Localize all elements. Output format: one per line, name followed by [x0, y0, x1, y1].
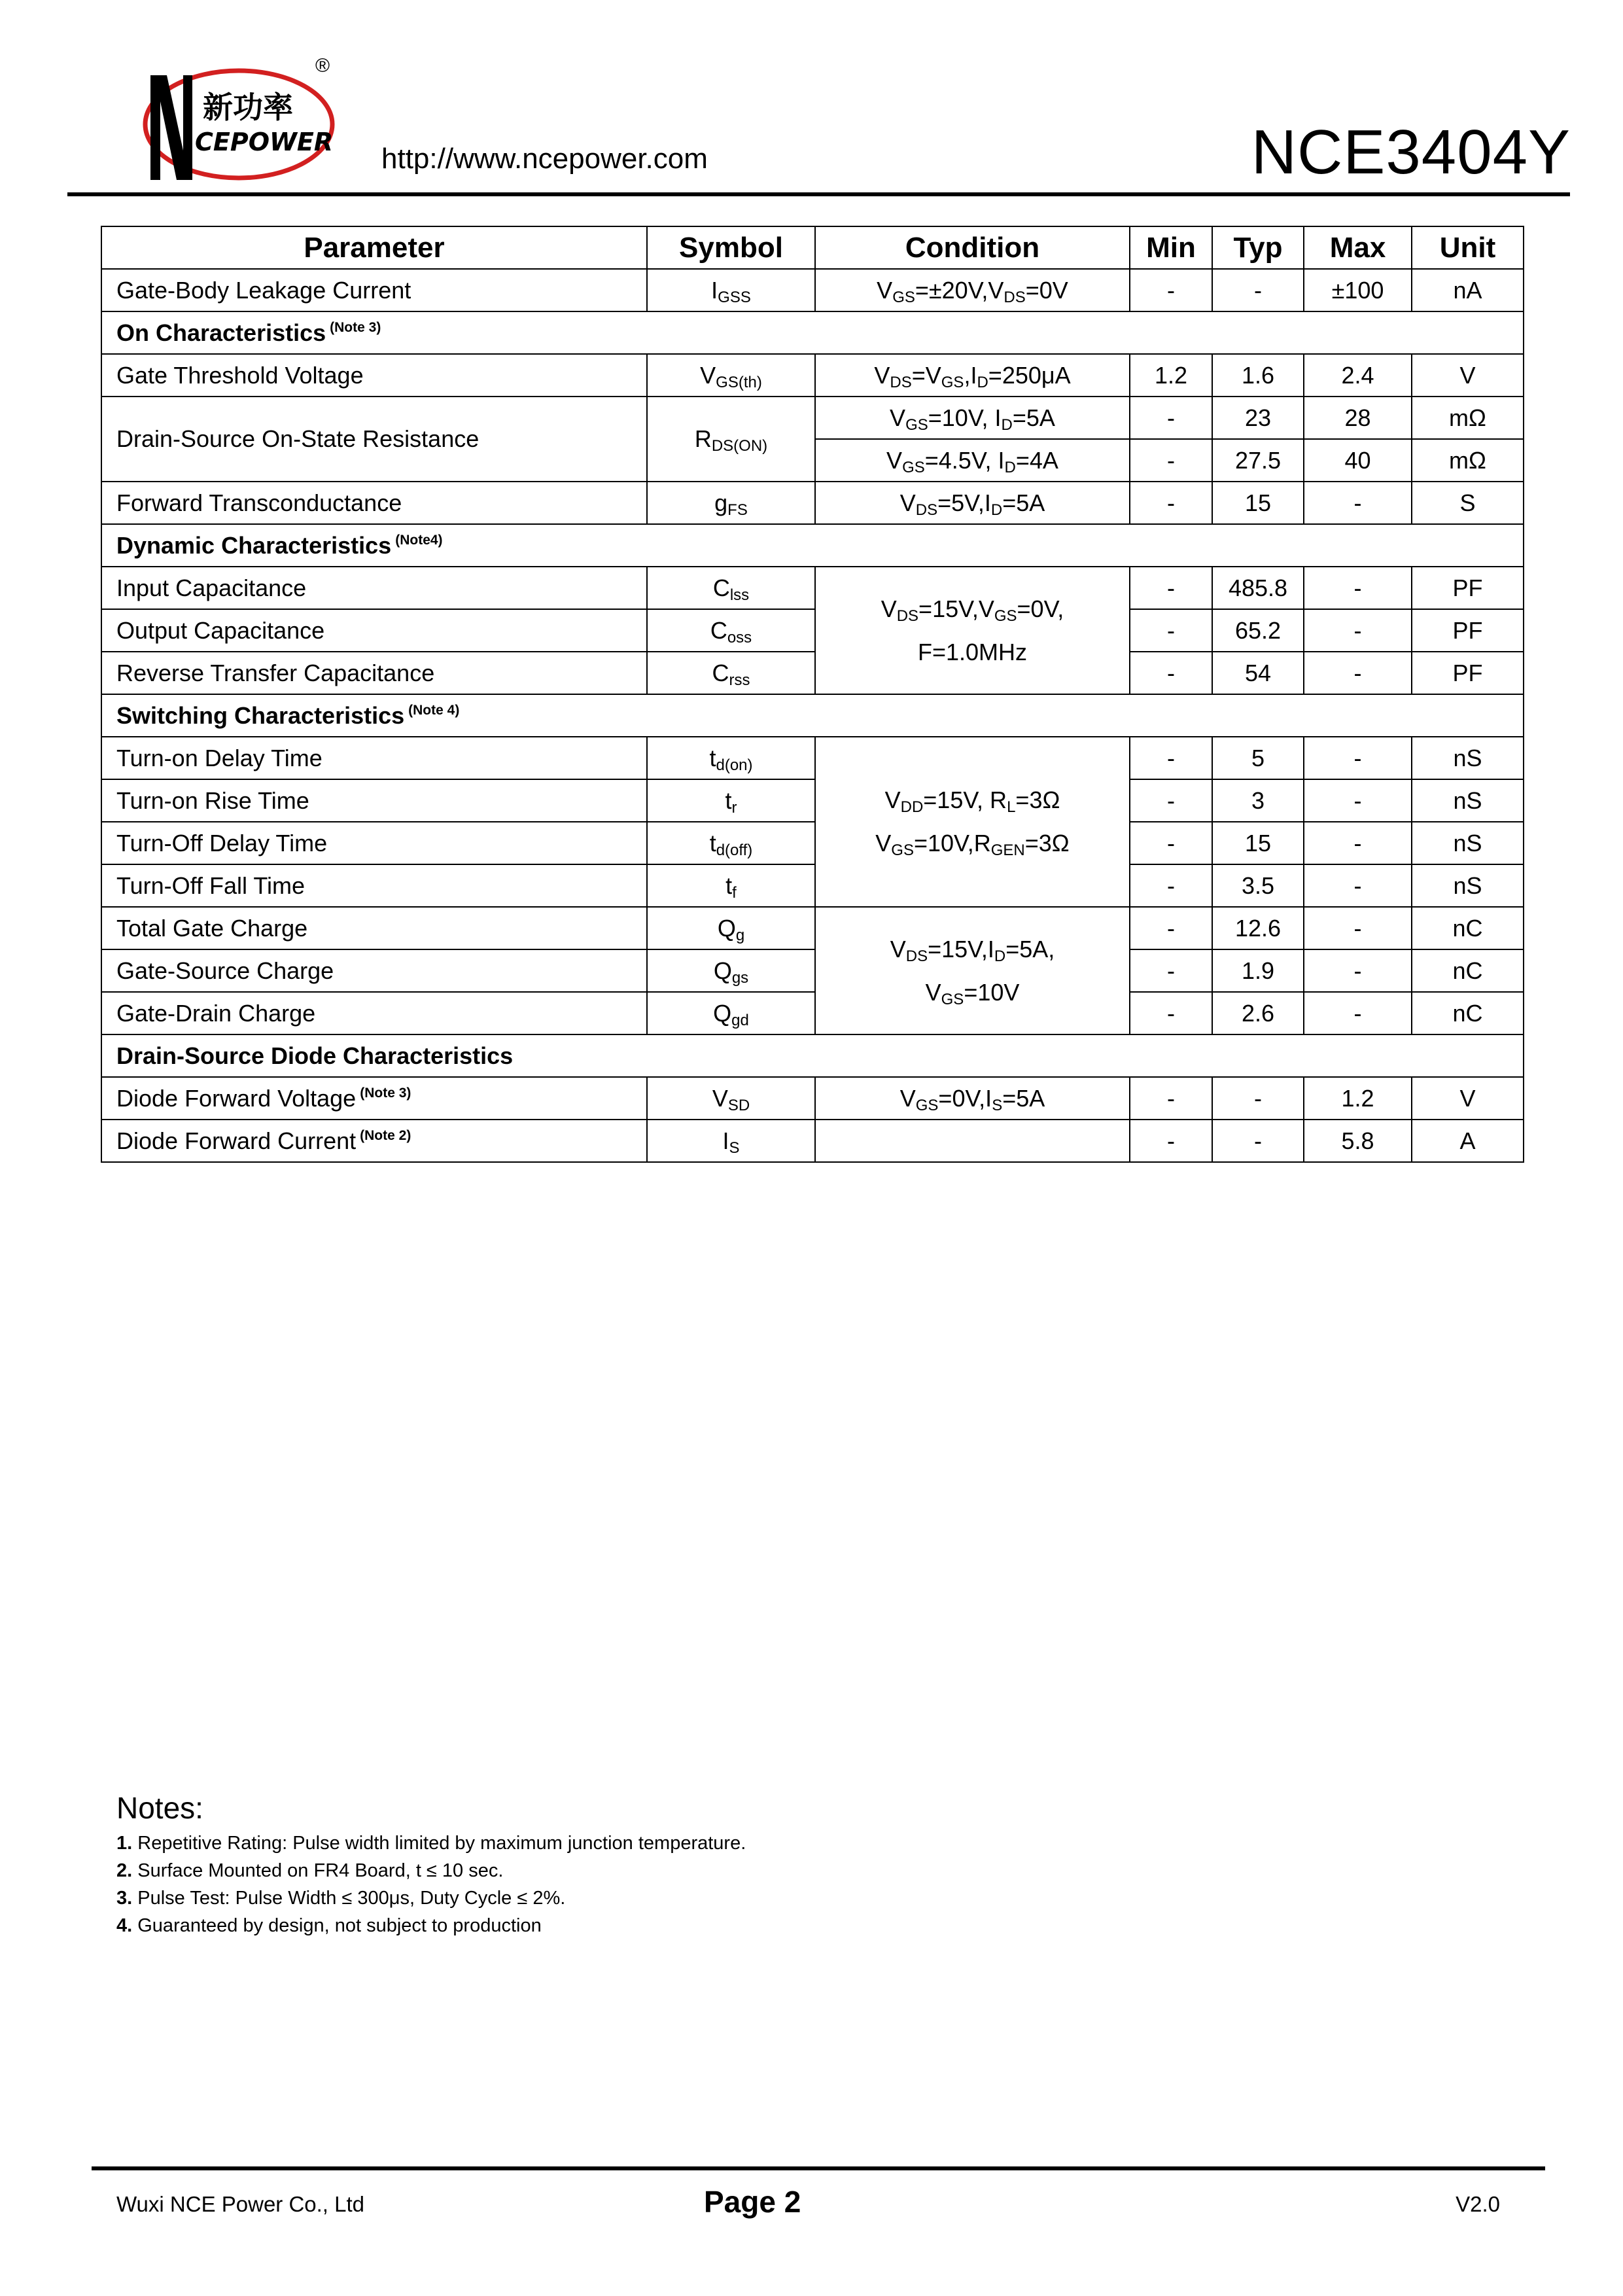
col-header: Condition: [815, 226, 1130, 269]
unit-cell: nS: [1412, 822, 1524, 864]
unit-cell: V: [1412, 354, 1524, 397]
param-cell: Total Gate Charge: [101, 907, 647, 949]
section-row: [101, 311, 1524, 354]
section-row: [101, 694, 1524, 737]
note-ref: (Note 3): [360, 1085, 411, 1101]
typ-cell: -: [1212, 1077, 1304, 1120]
col-header: Min: [1130, 226, 1212, 269]
table-row: [101, 907, 1524, 949]
symbol-cell: $C_{rss}$: [647, 652, 815, 694]
condition-cell: $V_{DD}=15V$, $R_L=3\Omega$ $V_{GS}=10V,R_{GEN}=3\Omega$: [815, 737, 1130, 907]
max-cell: 5.8: [1304, 1120, 1412, 1162]
typ-cell: 3: [1212, 779, 1304, 822]
symbol-cell: $t_{d(on)}$: [647, 737, 815, 779]
param-cell: [101, 1077, 647, 1120]
param-label: Diode Forward Current: [116, 1127, 357, 1154]
section-header: [101, 524, 1524, 567]
table-row: [101, 482, 1524, 524]
col-header: Unit: [1412, 226, 1524, 269]
condition-cell: [815, 1120, 1130, 1162]
max-cell: -: [1304, 907, 1412, 949]
param-cell: Turn-Off Delay Time: [101, 822, 647, 864]
condition-cell: $V_{DS}=V_{GS},I_D=250\mu A$: [815, 354, 1130, 397]
max-cell: -: [1304, 737, 1412, 779]
note-item: [116, 1829, 746, 1857]
unit-cell: nS: [1412, 737, 1524, 779]
min-cell: -: [1130, 864, 1212, 907]
col-header: Typ: [1212, 226, 1304, 269]
table-row: [101, 949, 1524, 992]
max-cell: -: [1304, 992, 1412, 1034]
note-text: Pulse Test: Pulse Width ≤ 300μs, Duty Cycle ≤ 2%.: [137, 1888, 566, 1909]
condition-cell: $V_{GS}=0V,I_S=5A$: [815, 1077, 1130, 1120]
condition-cell: $V_{DS}=15V,V_{GS}=0V$, F=1.0MHz: [815, 567, 1130, 694]
symbol-cell: $C_{lss}$: [647, 567, 815, 609]
website-url[interactable]: http://www.ncepower.com: [381, 143, 708, 175]
symbol-cell: $Q_g$: [647, 907, 815, 949]
unit-cell: mΩ: [1412, 397, 1524, 439]
typ-cell: 1.6: [1212, 354, 1304, 397]
param-cell: Gate-Drain Charge: [101, 992, 647, 1034]
param-cell: Gate-Source Charge: [101, 949, 647, 992]
typ-cell: 2.6: [1212, 992, 1304, 1034]
typ-cell: -: [1212, 269, 1304, 311]
unit-cell: mΩ: [1412, 439, 1524, 482]
symbol-cell: $Q_{gs}$: [647, 949, 815, 992]
col-header: Symbol: [647, 226, 815, 269]
param-cell: Gate Threshold Voltage: [101, 354, 647, 397]
table-row: [101, 397, 1524, 439]
max-cell: -: [1304, 567, 1412, 609]
max-cell: -: [1304, 482, 1412, 524]
symbol-cell: $t_{d(off)}$: [647, 822, 815, 864]
table-row: [101, 1120, 1524, 1162]
max-cell: -: [1304, 652, 1412, 694]
footer-version: V2.0: [1456, 2192, 1500, 2216]
min-cell: -: [1130, 907, 1212, 949]
unit-cell: PF: [1412, 567, 1524, 609]
symbol-cell: $Q_{gd}$: [647, 992, 815, 1034]
note-ref: (Note 4): [408, 702, 460, 718]
max-cell: 28: [1304, 397, 1412, 439]
unit-cell: nC: [1412, 907, 1524, 949]
note-number: 3.: [116, 1888, 133, 1909]
param-cell: Drain-Source On-State Resistance: [101, 397, 647, 482]
min-cell: -: [1130, 439, 1212, 482]
symbol-cell: $t_f$: [647, 864, 815, 907]
typ-cell: 23: [1212, 397, 1304, 439]
table-row: [101, 652, 1524, 694]
min-cell: -: [1130, 822, 1212, 864]
section-header: [101, 311, 1524, 354]
section-header: [101, 694, 1524, 737]
col-header: Max: [1304, 226, 1412, 269]
max-cell: 2.4: [1304, 354, 1412, 397]
unit-cell: PF: [1412, 609, 1524, 652]
typ-cell: 1.9: [1212, 949, 1304, 992]
note-ref: (Note 2): [360, 1127, 411, 1143]
table-row: [101, 822, 1524, 864]
typ-cell: 15: [1212, 482, 1304, 524]
electrical-characteristics-table: [101, 226, 1524, 1163]
section-row: [101, 524, 1524, 567]
max-cell: -: [1304, 779, 1412, 822]
symbol-cell: $V_{SD}$: [647, 1077, 815, 1120]
max-cell: ±100: [1304, 269, 1412, 311]
min-cell: -: [1130, 397, 1212, 439]
table-row: [101, 992, 1524, 1034]
note-number: 4.: [116, 1915, 133, 1936]
typ-cell: 485.8: [1212, 567, 1304, 609]
table-row: [101, 779, 1524, 822]
min-cell: -: [1130, 609, 1212, 652]
condition-cell: $V_{GS}=\pm 20V,V_{DS}=0V$: [815, 269, 1130, 311]
param-cell: Gate-Body Leakage Current: [101, 269, 647, 311]
footer-rule: [92, 2166, 1545, 2170]
condition-cell: $V_{GS}=4.5V$, $I_D=4A$: [815, 439, 1130, 482]
table-row: [101, 354, 1524, 397]
unit-cell: nC: [1412, 949, 1524, 992]
unit-cell: V: [1412, 1077, 1524, 1120]
table-row: [101, 609, 1524, 652]
max-cell: -: [1304, 864, 1412, 907]
unit-cell: S: [1412, 482, 1524, 524]
min-cell: -: [1130, 949, 1212, 992]
note-number: 2.: [116, 1860, 133, 1881]
note-item: [116, 1857, 746, 1884]
symbol-cell: $R_{DS(ON)}$: [647, 397, 815, 482]
typ-cell: -: [1212, 1120, 1304, 1162]
table-row: [101, 567, 1524, 609]
table-row: [101, 1077, 1524, 1120]
typ-cell: 5: [1212, 737, 1304, 779]
unit-cell: nC: [1412, 992, 1524, 1034]
notes-section: [116, 1790, 746, 1939]
unit-cell: nA: [1412, 269, 1524, 311]
note-item: [116, 1884, 746, 1912]
page-number: Page 2: [704, 2185, 801, 2219]
typ-cell: 65.2: [1212, 609, 1304, 652]
part-number: NCE3404Y: [1251, 117, 1571, 187]
max-cell: -: [1304, 609, 1412, 652]
param-cell: Turn-on Delay Time: [101, 737, 647, 779]
company-logo: [137, 52, 347, 193]
symbol-cell: $C_{oss}$: [647, 609, 815, 652]
note-ref: (Note4): [395, 532, 443, 548]
notes-title: Notes:: [116, 1791, 203, 1825]
min-cell: -: [1130, 779, 1212, 822]
param-label: Diode Forward Voltage: [116, 1084, 357, 1112]
typ-cell: 15: [1212, 822, 1304, 864]
table-row: [101, 269, 1524, 311]
max-cell: 1.2: [1304, 1077, 1412, 1120]
unit-cell: A: [1412, 1120, 1524, 1162]
section-label: Dynamic Characteristics: [116, 531, 392, 559]
logo-chinese-text: 新功率: [203, 90, 293, 125]
symbol-cell: $I_S$: [647, 1120, 815, 1162]
section-label: On Characteristics: [116, 319, 326, 346]
footer-company: Wuxi NCE Power Co., Ltd: [116, 2192, 365, 2216]
unit-cell: nS: [1412, 864, 1524, 907]
param-cell: Forward Transconductance: [101, 482, 647, 524]
symbol-cell: $t_r$: [647, 779, 815, 822]
min-cell: -: [1130, 992, 1212, 1034]
min-cell: 1.2: [1130, 354, 1212, 397]
unit-cell: PF: [1412, 652, 1524, 694]
condition-cell: $V_{DS}=5V,I_D=5A$: [815, 482, 1130, 524]
note-number: 1.: [116, 1833, 133, 1854]
symbol-cell: $V_{GS(th)}$: [647, 354, 815, 397]
param-cell: Input Capacitance: [101, 567, 647, 609]
min-cell: -: [1130, 1120, 1212, 1162]
registered-mark: ®: [315, 55, 330, 77]
unit-cell: nS: [1412, 779, 1524, 822]
max-cell: -: [1304, 949, 1412, 992]
min-cell: -: [1130, 737, 1212, 779]
table-row: [101, 737, 1524, 779]
param-cell: Reverse Transfer Capacitance: [101, 652, 647, 694]
section-header: Drain-Source Diode Characteristics: [101, 1034, 1524, 1077]
condition-cell: $V_{GS}=10V$, $I_D=5A$: [815, 397, 1130, 439]
logo-english-text: CEPOWER: [195, 128, 334, 156]
note-item: [116, 1912, 746, 1939]
typ-cell: 27.5: [1212, 439, 1304, 482]
condition-cell: $V_{DS}=15V,I_D=5A$, $V_{GS}=10V$: [815, 907, 1130, 1034]
min-cell: -: [1130, 269, 1212, 311]
param-cell: [101, 1120, 647, 1162]
symbol-cell: $I_{GSS}$: [647, 269, 815, 311]
note-text: Repetitive Rating: Pulse width limited by maximum junction temperature.: [137, 1833, 746, 1854]
typ-cell: 54: [1212, 652, 1304, 694]
typ-cell: 12.6: [1212, 907, 1304, 949]
header-rule: [67, 192, 1570, 196]
section-row: [101, 1034, 1524, 1077]
max-cell: -: [1304, 822, 1412, 864]
col-header: Parameter: [101, 226, 647, 269]
table-row: [101, 864, 1524, 907]
note-text: Guaranteed by design, not subject to production: [137, 1915, 542, 1936]
param-cell: Output Capacitance: [101, 609, 647, 652]
min-cell: -: [1130, 567, 1212, 609]
max-cell: 40: [1304, 439, 1412, 482]
typ-cell: 3.5: [1212, 864, 1304, 907]
note-text: Surface Mounted on FR4 Board, t ≤ 10 sec.: [137, 1860, 504, 1881]
param-cell: Turn-on Rise Time: [101, 779, 647, 822]
param-cell: Turn-Off Fall Time: [101, 864, 647, 907]
min-cell: -: [1130, 1077, 1212, 1120]
note-ref: (Note 3): [330, 319, 381, 335]
table-header-row: [101, 226, 1524, 269]
min-cell: -: [1130, 652, 1212, 694]
symbol-cell: $g_{FS}$: [647, 482, 815, 524]
min-cell: -: [1130, 482, 1212, 524]
section-label: Switching Characteristics: [116, 701, 405, 729]
